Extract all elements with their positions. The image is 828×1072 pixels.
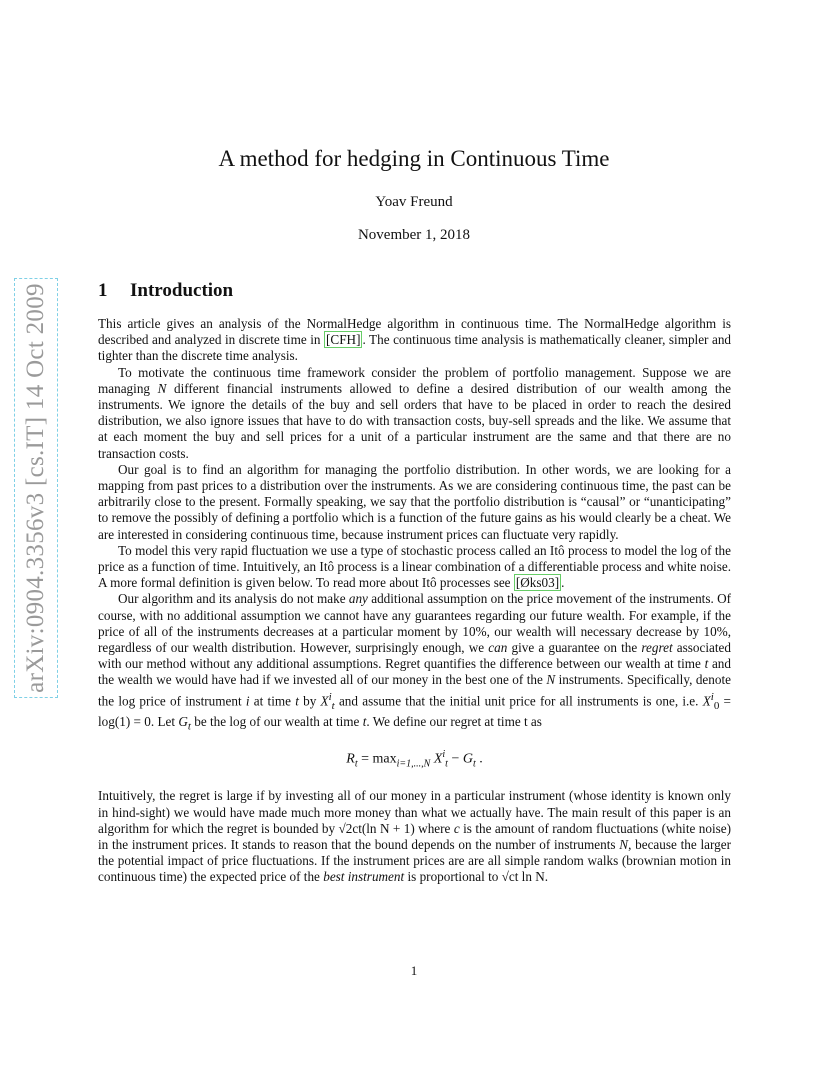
arxiv-stamp-text: arXiv:0904.3356v3 [cs.IT] 14 Oct 2009	[22, 283, 49, 693]
paragraph-5: Our algorithm and its analysis do not make any additional assumption on the price movement of the instruments. Of course, with no additional assumption we cannot have any guarantees regarding our future wealth. For example, if the price of all of the instruments decreases at a particular moment by 10%, our wealth will necessary decrease by 10%, regardless of our wealth distribution. However, surprisingly enough, we can give a guarantee on the regret associated with our method without any additional assumptions. Regret quantifies the difference between our wealth at time t and the wealth we would have had if we invested all of our money in the best one of the N instruments. Specifically, denote the log price of instrument i at time t by $X^i_t$ and assume that the initial unit price for all instruments is one, i.e. $X^i_0 = \log(1) = 0$. Let $G_t$ be the log of our wealth at time t. We define our regret at time t as	[98, 591, 731, 733]
paragraph-4: To model this very rapid fluctuation we use a type of stochastic process called an Itô process to model the log of the price as a function of time. Intuitively, an Itô process is a linear combination of a differentiable process and white noise. A more formal definition is given below. To read more about Itô processes see [Øks03] .	[98, 542, 731, 591]
arxiv-stamp	[14, 278, 58, 698]
page-number: 1	[410, 963, 418, 978]
section-number: 1	[98, 280, 108, 301]
citation-oks03[interactable]: [Øks03]	[515, 575, 560, 591]
paragraph-1: This article gives an analysis of the NormalHedge algorithm in continuous time. The NormalHedge algorithm is described and analyzed in discrete time in [CFH] . The continuous time analysis is mathematically cleaner, simpler and tighter than the discrete time analysis.	[98, 316, 732, 364]
paper-title: A method for hedging in Continuous Time	[218, 146, 610, 171]
citation-cfh[interactable]: [CFH]	[326, 332, 361, 348]
section-heading	[98, 280, 233, 302]
section-title: Introduction	[130, 280, 234, 301]
author: Yoav Freund	[375, 194, 453, 210]
paragraph-6: Intuitively, the regret is large if by investing all of our money in a particular instrument (whose identity is known only in hind-sight) we would have made much more money than what we actually have. The main result of this paper is an algorithm for which the regret is bounded by √2ct(ln N + 1) where c is the amount of random fluctuations (white noise) in the instrument prices. It stands to reason that the bound depends on the number of instruments N, because the larger the potential impact of price fluctuations. If the instrument prices are are all simple random walks (brownian motion in continuous time) the expected price of the best instrument is proportional to √ct ln N.	[98, 788, 731, 885]
paragraph-2: To motivate the continuous time framework consider the problem of portfolio management. Suppose we are managing N different financial instruments allowed to define a desired distribution of our wealth among the instruments. We ignore the details of the buy and sell orders that have to be placed in order to reach the desired distribution, we also ignore issues that have to do with transaction costs, buy-sell spreads and the like. We assume that at each moment the buy and sell prices for a unit of a particular instrument are the same and that there are no transaction costs.	[98, 364, 731, 461]
date: November 1, 2018	[357, 227, 471, 243]
regret-bound: √2ct(ln N + 1)	[338, 820, 415, 836]
paragraph-3: Our goal is to find an algorithm for managing the portfolio distribution. In other words, we are looking for a mapping from past prices to a distribution over the instruments. As we are considering continuous time, the past can be arbitrarily close to the present. Formally speaking, we say that the portfolio distribution is “causal” or “unanticipating” to remove the possibly of defining a portfolio which is a function of the future gains as his would clearly be a cheat. We are interested in considering continuous time, because instrument prices can fluctuate very rapidly.	[98, 461, 731, 542]
expected-price-sqrt: √ct ln N	[501, 869, 545, 885]
regret-equation: $R_t = \max_{i=1,...,N} X^i_t - G_t$ .	[346, 748, 483, 770]
body-text	[98, 316, 731, 886]
